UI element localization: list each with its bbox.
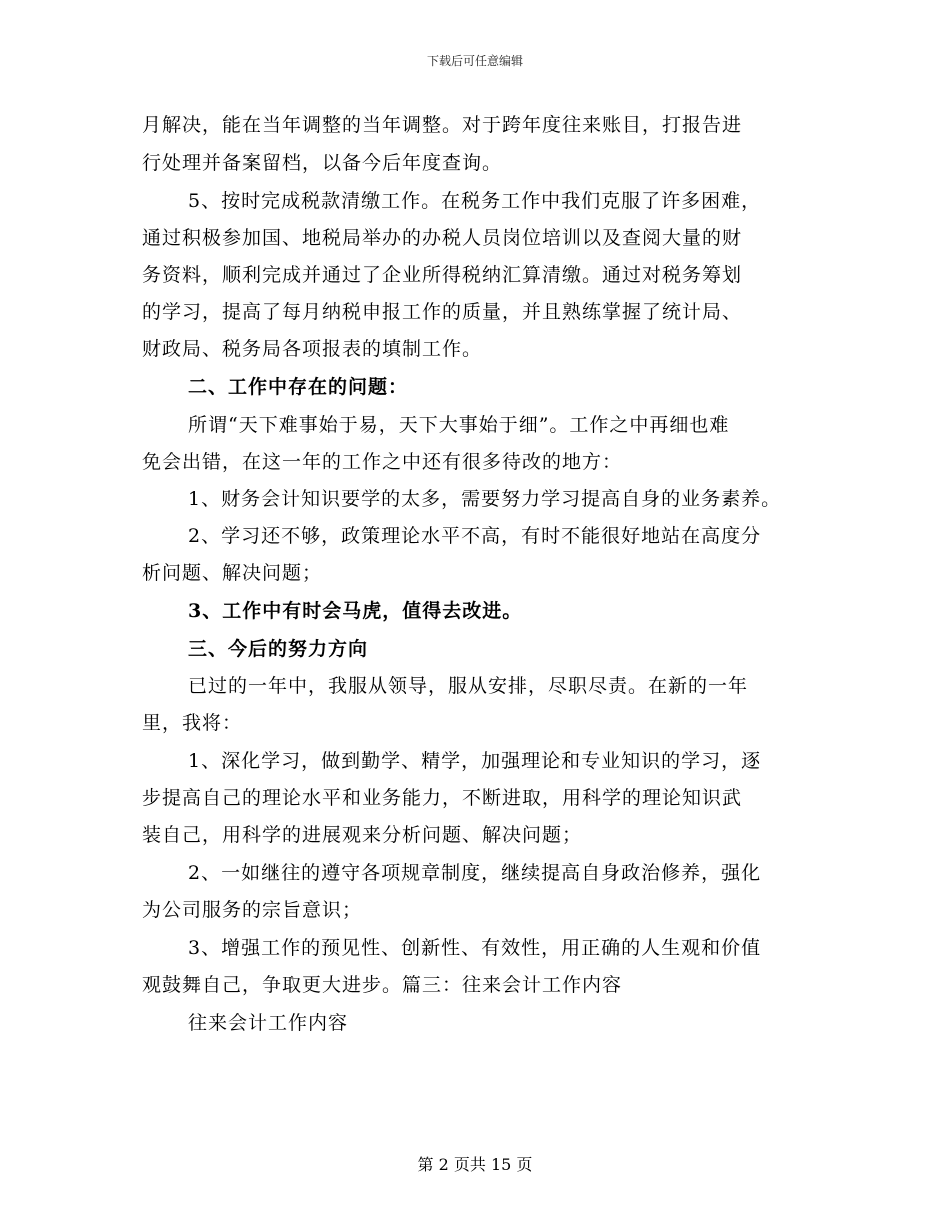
paragraph-line: 务资料，顺利完成并通过了企业所得税纳汇算清缴。通过对税务筹划 xyxy=(142,264,743,286)
section-heading: 3、工作中有时会马虎，值得去改进。 xyxy=(188,600,523,622)
paragraph-line: 里，我将： xyxy=(142,712,243,734)
paragraph-line: 为公司服务的宗旨意识； xyxy=(142,899,363,921)
paragraph-line: 行处理并备案留档，以备今后年度查询。 xyxy=(142,152,503,174)
paragraph-line: 1、深化学习，做到勤学、精学，加强理论和专业知识的学习，逐 xyxy=(188,750,762,772)
page-footer: 第 2 页共 15 页 xyxy=(417,1155,533,1174)
paragraph-line: 2、学习还不够，政策理论水平不高，有时不能很好地站在高度分 xyxy=(188,525,762,547)
paragraph-line: 通过积极参加国、地税局举办的办税人员岗位培训以及查阅大量的财 xyxy=(142,227,743,249)
paragraph-line: 的学习，提高了每月纳税申报工作的质量，并且熟练掌握了统计局、 xyxy=(142,301,743,323)
section-heading: 三、今后的努力方向 xyxy=(188,638,369,660)
paragraph-line: 装自己，用科学的进展观来分析问题、解决问题； xyxy=(142,824,583,846)
paragraph-line: 观鼓舞自己，争取更大进步。篇三：往来会计工作内容 xyxy=(142,974,623,996)
section-heading: 二、工作中存在的问题： xyxy=(188,376,409,398)
page-header: 下载后可任意编辑 xyxy=(426,54,523,68)
paragraph-line: 步提高自己的理论水平和业务能力，不断进取，用科学的理论知识武 xyxy=(142,787,743,809)
paragraph-line: 已过的一年中，我服从领导，服从安排，尽职尽责。在新的一年 xyxy=(188,675,749,697)
paragraph-line: 所谓“天下难事始于易，天下大事始于细”。工作之中再细也难 xyxy=(188,414,730,436)
paragraph-line: 财政局、税务局各项报表的填制工作。 xyxy=(142,338,483,360)
paragraph-line: 3、增强工作的预见性、创新性、有效性，用正确的人生观和价值 xyxy=(188,937,762,959)
paragraph-line: 5、按时完成税款清缴工作。在税务工作中我们克服了许多困难， xyxy=(188,190,762,212)
paragraph-line: 免会出错，在这一年的工作之中还有很多待改的地方： xyxy=(142,451,623,473)
paragraph-line: 2、一如继往的遵守各项规章制度，继续提高自身政治修养，强化 xyxy=(188,862,762,884)
paragraph-line: 析问题、解决问题； xyxy=(142,562,323,584)
paragraph-line: 1、财务会计知识要学的太多，需要努力学习提高自身的业务素养。 xyxy=(188,488,782,510)
paragraph-line: 往来会计工作内容 xyxy=(188,1012,349,1034)
paragraph-line: 月解决，能在当年调整的当年调整。对于跨年度往来账目，打报告进 xyxy=(142,114,743,136)
